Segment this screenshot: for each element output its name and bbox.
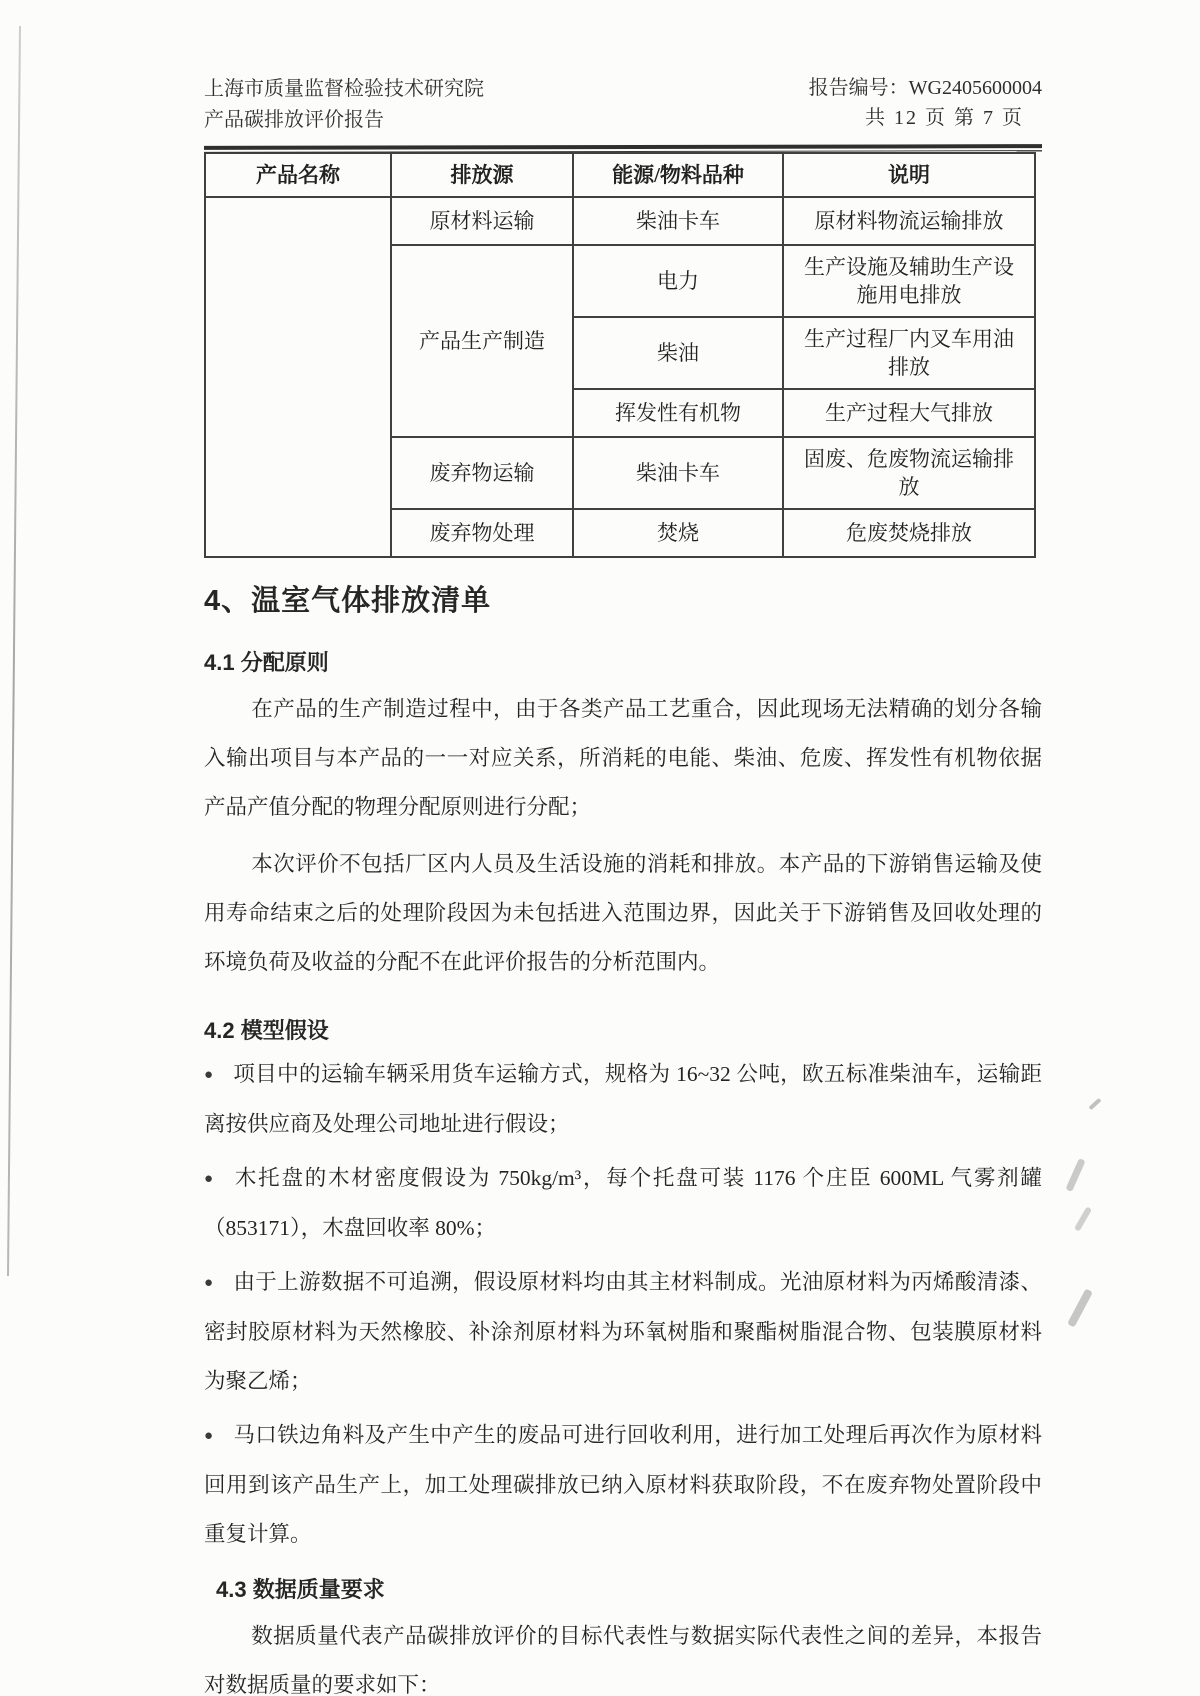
- org-name: 上海市质量监督检验技术研究院: [204, 78, 484, 100]
- scan-artifact: [1065, 1158, 1085, 1192]
- desc-cell: 生产过程大气排放: [783, 389, 1035, 437]
- energy-cell: 柴油卡车: [573, 197, 783, 245]
- scan-artifact: [1088, 1098, 1101, 1110]
- bullet-icon: ●: [204, 1171, 215, 1187]
- section-4-title: 4、温室气体排放清单: [204, 585, 492, 617]
- report-header: [204, 74, 1042, 136]
- energy-cell: 柴油卡车: [573, 437, 783, 509]
- col-header-description: 说明: [783, 153, 1035, 197]
- bullet-text: 马口铁边角料及产生中产生的废品可进行回收利用，进行加工处理后再次作为原材料回用到该产品生产上，加工处理碳排放已纳入原材料获取阶段，不在废弃物处置阶段中重复计算。: [204, 1423, 1043, 1546]
- section-4-2-title: 4.2 模型假设: [204, 1018, 329, 1043]
- product-name-cell: [205, 197, 391, 557]
- source-cell: 废弃物处理: [391, 509, 573, 557]
- energy-cell: 柴油: [573, 317, 783, 389]
- report-number: [809, 74, 1042, 102]
- bullet-text: 由于上游数据不可追溯，假设原材料均由其主材料制成。光油原材料为丙烯酸清漆、密封胶原材料为天然橡胶、补涂剂原材料为环氧树脂和聚酯树脂混合物、包装膜原材料为聚乙烯；: [204, 1270, 1043, 1393]
- col-header-product-name: 产品名称: [205, 153, 391, 197]
- scan-artifact: [1074, 1206, 1092, 1232]
- source-cell: 废弃物运输: [391, 437, 573, 509]
- header-left: [204, 74, 484, 136]
- source-cell: 产品生产制造: [391, 245, 573, 437]
- scan-edge-artifact: [7, 26, 21, 1276]
- bullet-icon: ●: [204, 1067, 214, 1083]
- bullet-item-tinplate: [204, 1411, 1042, 1559]
- col-header-emission-source: 排放源: [391, 153, 573, 197]
- report-number-label: 报告编号：: [808, 77, 909, 99]
- bullet-item-transport: [204, 1050, 1042, 1149]
- bullet-item-upstream: [204, 1258, 1042, 1406]
- desc-cell: 生产过程厂内叉车用油排放: [783, 317, 1035, 389]
- table-header-row: [205, 153, 1035, 197]
- bullet-icon: ●: [204, 1428, 214, 1444]
- emission-sources-table: [204, 152, 1036, 558]
- bullet-item-pallet: [204, 1154, 1042, 1253]
- report-title: 产品碳排放评价报告: [204, 109, 384, 131]
- scan-artifact: [1067, 1288, 1093, 1327]
- section-4-3-title: 4.3 数据质量要求: [216, 1577, 385, 1602]
- desc-cell: 危废焚烧排放: [783, 509, 1035, 557]
- desc-cell: 生产设施及辅助生产设施用电排放: [783, 245, 1035, 317]
- bullet-text: 项目中的运输车辆采用货车运输方式，规格为 16~32 公吨，欧五标准柴油车，运输距离按供应商及处理公司地址进行假设；: [204, 1062, 1043, 1136]
- paragraph-allocation-2: 本次评价不包括厂区内人员及生活设施的消耗和排放。本产品的下游销售运输及使用寿命结束之后的处理阶段因为未包括进入范围边界，因此关于下游销售及回收处理的环境负荷及收益的分配不在此评价报告的分析范围内。: [204, 852, 1042, 974]
- header-right: [809, 74, 1042, 132]
- energy-cell: 电力: [573, 245, 783, 317]
- desc-cell: 原材料物流运输排放: [783, 197, 1035, 245]
- bullet-text: 木托盘的木材密度假设为 750kg/m³，每个托盘可装 1176 个庄臣 600ML 气雾剂罐（853171），木盘回收率 80%；: [204, 1166, 1042, 1240]
- table-row: [205, 197, 1035, 245]
- section-4-1-title: 4.1 分配原则: [204, 650, 329, 675]
- energy-cell: 挥发性有机物: [573, 389, 783, 437]
- report-number-value: WG2405600004: [908, 77, 1042, 99]
- source-cell: 原材料运输: [391, 197, 573, 245]
- page-info: 共 12 页 第 7 页: [865, 107, 1024, 129]
- page-content: [204, 74, 1042, 1696]
- desc-cell: 固废、危废物流运输排放: [783, 437, 1035, 509]
- bullet-icon: ●: [204, 1275, 214, 1291]
- energy-cell: 焚烧: [573, 509, 783, 557]
- paragraph-allocation-1: 在产品的生产制造过程中，由于各类产品工艺重合，因此现场无法精确的划分各输入输出项目与本产品的一一对应关系，所消耗的电能、柴油、危废、挥发性有机物依据产品产值分配的物理分配原则进行分配；: [204, 697, 1042, 819]
- paragraph-data-quality: 数据质量代表产品碳排放评价的目标代表性与数据实际代表性之间的差异，本报告对数据质量的要求如下：: [204, 1624, 1042, 1696]
- col-header-energy-material: 能源/物料品种: [573, 153, 783, 197]
